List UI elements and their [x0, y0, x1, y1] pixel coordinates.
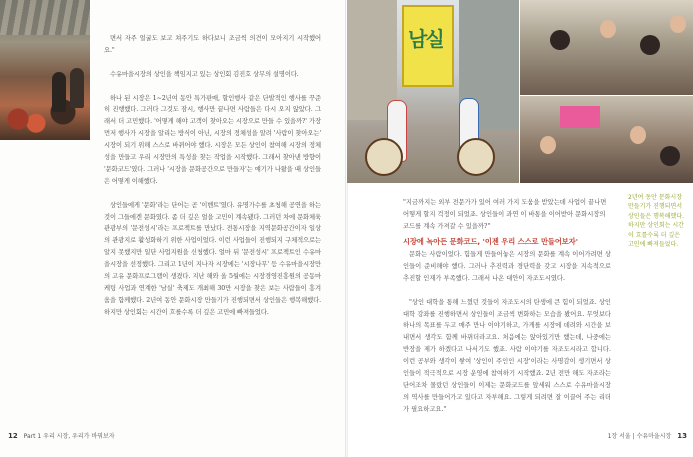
page-number: 13 [677, 432, 687, 440]
drum [365, 138, 403, 176]
right-body-text [403, 249, 611, 428]
person-face [540, 136, 556, 154]
drum [457, 138, 495, 176]
photo-caption: 2년여 동안 문화시장 만들기가 진행되면서 상인들은 행복해했다. 하지만 상인회는 시간이 흐를수록 더 깊은 고민에 빠져들었다. [628, 194, 684, 249]
running-title: 1장 서울 | 수유마을시장 [607, 433, 672, 440]
market-awning [0, 0, 90, 35]
paragraph: 수유마을시장의 상인을 책임지고 있는 상인회 김진호 상무의 설명이다. [110, 70, 299, 78]
shopper-figure [52, 72, 66, 112]
page-number: 12 [8, 432, 18, 440]
left-body-text [104, 33, 321, 331]
pink-banner [560, 106, 600, 128]
person-face [600, 20, 616, 38]
paragraph: "상인 대학을 통해 느꼈던 것들이 자조도시의 탄생에 큰 힘이 되었죠. 상인대학 강좌를 진행하면서 상인들이 조금씩 변화하는 모습을 봤어요. 무엇보다 하나의 목표를 두고 매주 만나 이야기하고, 가게를 시장에 데려와 시간을 보내면서 생각도 함께 바뀌더라고요. 처음에는 앉아있기만 했는데, 나중에는 반장을 제가 하겠다고 나서기도 했죠. 사람 이야기를 자조도시라고 합니다. 이런 공부와 생각이 쌓여 '상인이 주인인 시장'이라는 사명감이 생기면서 상인들이 적극적으로 시장 운영에 참여하기 시작했죠. 2년 전만 해도 자조라는 단어조차 몰랐던 상인들이 이제는 문화코드를 앞세워 스스로 수유마을시장의 역사를 만들어가고 있다고 자부해요. 그렇게 되려면 잘 이끌어 주는 리더가 필요하고요." [403, 298, 611, 413]
person-head [640, 35, 660, 55]
market-alley-photo [0, 0, 90, 140]
crowd-photo-top [520, 0, 693, 95]
paragraph: 면서 자주 얼굴도 보고 쳐주기도 하다보니 조금씩 의견이 모아지기 시작했어요." [104, 35, 321, 54]
section-heading: 시장에 녹아든 문화코드, '이젠 우리 스스로 만들어보자' [403, 237, 578, 246]
paragraph: 하나 된 시장은 1~2년여 동안 특가판매, 할인행사 같은 단발적인 행사를 꾸준히 진행했다. 그러다 그것도 잠시, 행사만 끝나면 사람들은 다시 오지 않았다. 그래서 더 고민했다. '어떻게 해야 고객이 찾아오는 시장으로 만들 수 있을까?' 가장 먼저 행사가 시장을 알리는 방식이 아닌, 시장의 정체성을 알려 '사람이 찾아오는' 시장이 되기 위해 스스로 바뀌어야 했다. 시장은 모든 상인이 참여해 시장의 정체성을 만들고 우리 시장만의 특성을 찾는 작업을 시작했다. 그래서 찾아낸 방향이 '문화코드'였다. 그러나 '시장을 문화공간으로 만들자'는 얘기가 나왔을 때 상인들은 어떻게 이해했다. [104, 94, 321, 185]
quote-text: "지금까지는 외부 전문가가 있어 여러 가지 도움을 받았는데 사업이 끝나면 어떻게 할지 걱정이 되었죠. 상인들이 과연 이 바통을 이어받아 문화시장의 코드를 계속 가져갈 수 있을까?" [403, 199, 607, 230]
person-head [550, 30, 570, 50]
paragraph: 문화는 사람이었다. 힘들게 만들어놓은 시장의 문화를 계속 이어가려면 상인들이 준비해야 했다. 그러나 추진력과 경단력을 갖고 시장을 지속적으로 추진할 인재가 부족했다. 그래서 나온 대안이 자조도시였다. [403, 251, 611, 282]
shopper-figure [70, 68, 84, 108]
sign-text: 남실 [408, 27, 443, 51]
person-head [660, 146, 680, 166]
left-footer [8, 431, 115, 440]
paragraph: 상인들에게 '문화'라는 단어는 곧 '이벤트'였다. 유명가수를 초청해 공연을 하는 것이 그들에겐 문화였다. 좀 더 깊은 얼을 고민이 계속됐다. 그러던 차에 문화체육관광부의 '문전성시'라는 프로젝트를 만났다. 전통시장을 지역문화공간이자 일상의 관광지로 활성화하기 위한 사업이었다. 이런 사업들이 진행되지 구체적으로는 알지 못했지만 일단 사업지원을 신청했다. 얼마 뒤 '문전성시' 프로젝트인 수유마을시장을 선정했다. 그리고 1년이 지나자 시장에는 '시장나무' 등 수유마을시장만의 고유 문화프로그램이 생겼다. 지난 해와 올 5월에는 시장경영진흥원의 공동마케팅 사업과 연계한 '남실' 축제도 개최해 30만 시장을 찾은 보는 사람들이 흥겨움을 함께했다. 2년여 동안 문화시장 만들기가 진행되면서 상인들은 행복해했다. 하지만 상인회는 시간이 흐를수록 더 깊은 고민에 빠져들었다. [104, 201, 321, 316]
parade-photo [347, 0, 519, 183]
crowd-photo-bottom [520, 96, 693, 183]
running-title: Part 1 우리 시장, 우리가 바꿔보자 [23, 433, 115, 440]
person-face [630, 126, 646, 144]
right-footer [608, 431, 687, 440]
festival-sign [402, 5, 454, 87]
person-face [670, 15, 686, 33]
